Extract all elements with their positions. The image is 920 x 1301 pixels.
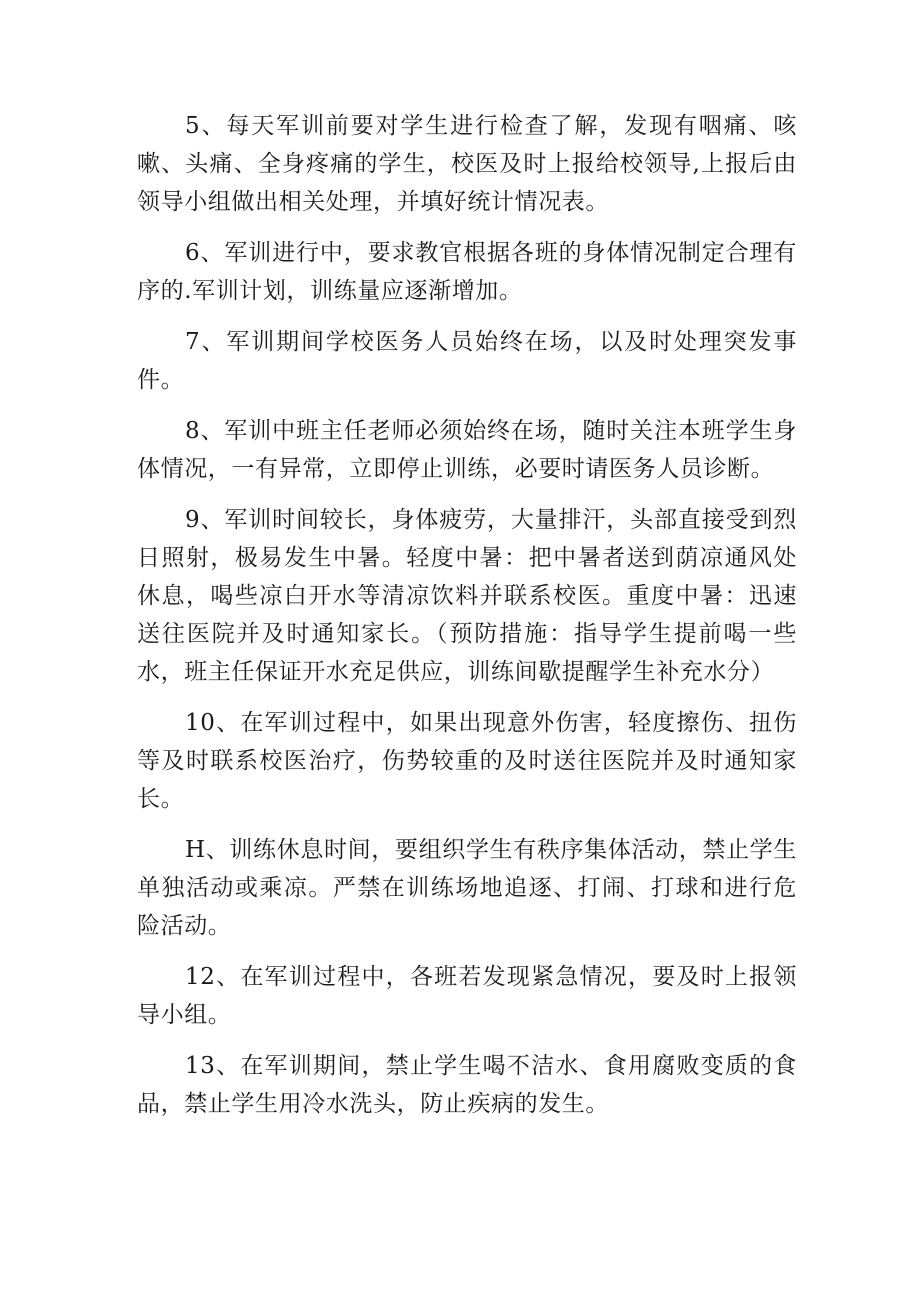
paragraph-item-6: 6、军训进行中，要求教官根据各班的身体情况制定合理有序的.军训计划，训练量应逐渐增加。: [137, 240, 797, 304]
paragraph-item-9: 9、军训时间较长，身体疲劳，大量排汗，头部直接受到烈日照射，极易发生中暑。轻度中暑：把中暑者送到荫凉通风处休息，喝些凉白开水等清凉饮料并联系校医。重度中暑：迅速送往医院并及时通知家长。（预防措施：指导学生提前喝一些水，班主任保证开水充足供应，训练间歇提醒学生补充水分）: [137, 507, 797, 685]
paragraph-item-5: 5、每天军训前要对学生进行检查了解，发现有咽痛、咳嗽、头痛、全身疼痛的学生，校医及时上报给校领导,上报后由领导小组做出相关处理，并填好统计情况表。: [137, 113, 797, 215]
paragraph-item-12: 12、在军训过程中，各班若发现紧急情况，要及时上报领导小组。: [137, 964, 797, 1028]
paragraph-item-11: H、训练休息时间，要组织学生有秩序集体活动，禁止学生单独活动或乘凉。严禁在训练场地追逐、打闹、打球和进行危险活动。: [137, 837, 797, 939]
document-body: [137, 107, 797, 1136]
paragraph-item-8: 8、军训中班主任老师必须始终在场，随时关注本班学生身体情况，一有异常，立即停止训练，必要时请医务人员诊断。: [137, 418, 797, 482]
paragraph-item-10: 10、在军训过程中，如果出现意外伤害，轻度擦伤、扭伤等及时联系校医治疗，伤势较重的及时送往医院并及时通知家长。: [137, 710, 797, 812]
paragraph-item-13: 13、在军训期间，禁止学生喝不洁水、食用腐败变质的食品，禁止学生用冷水洗头，防止疾病的发生。: [137, 1053, 797, 1117]
paragraph-item-7: 7、军训期间学校医务人员始终在场，以及时处理突发事件。: [137, 329, 797, 393]
